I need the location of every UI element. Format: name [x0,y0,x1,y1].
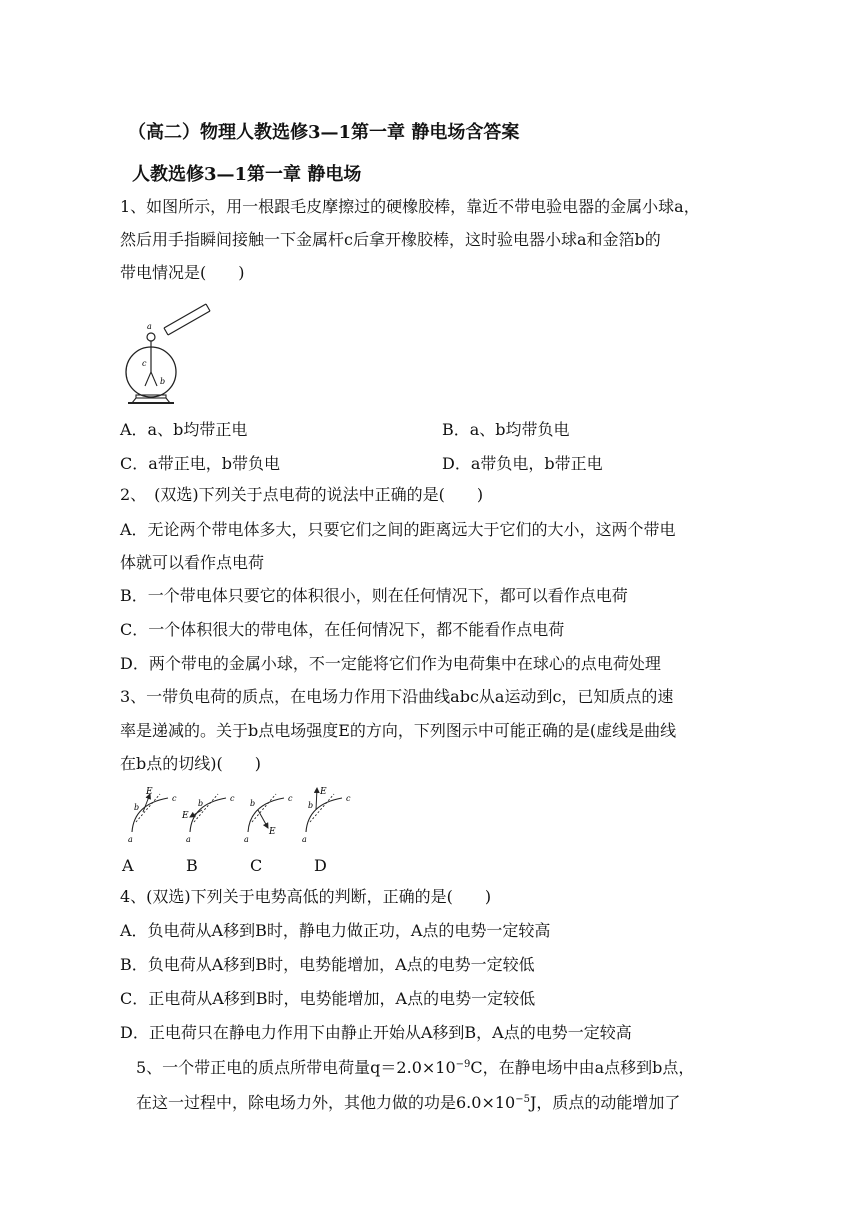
svg-text:b: b [308,801,314,810]
q4-option-a: A．负电荷从A移到B时，静电力做正功，A点的电势一定较高 [120,921,551,940]
q4-option-c: C．正电荷从A移到B时，电势能增加，A点的电势一定较低 [120,989,536,1008]
q3-stem-line2: 率是递减的。关于b点电场强度E的方向，下列图示中可能正确的是(虚线是曲线 [120,721,677,740]
q2-option-c: C．一个体积很大的带电体，在任何情况下，都不能看作点电荷 [120,620,565,639]
svg-text:a: a [302,835,307,844]
q3-option-c: C [250,856,263,875]
svg-text:c: c [230,794,235,803]
q1-option-c: C．a带正电，b带负电 [120,454,281,473]
svg-text:a: a [186,835,191,844]
section-title: 人教选修3—1第一章 静电场 [132,164,362,185]
q1-stem-line2: 然后用手指瞬间接触一下金属杆c后拿开橡胶棒，这时验电器小球a和金箔b的 [120,230,661,249]
svg-text:c: c [346,794,351,803]
q1-stem-line1: 1、如图所示，用一根跟毛皮摩擦过的硬橡胶棒，靠近不带电验电器的金属小球a， [120,197,700,216]
svg-text:a: a [244,835,249,844]
svg-text:c: c [288,794,293,803]
svg-text:a: a [128,835,133,844]
figure-b [181,794,235,844]
svg-text:E: E [182,811,189,821]
metal-ball-a [147,333,155,341]
q2-option-b: B．一个带电体只要它的体积很小，则在任何情况下，都可以看作点电荷 [120,586,628,605]
q3-option-a: A [122,856,134,875]
svg-text:b: b [250,799,256,808]
q1-option-a: A．a、b均带正电 [120,420,248,439]
q3-option-d: D [314,856,327,875]
figure-c [244,794,293,844]
q3-stem-line1: 3、一带负电荷的质点，在电场力作用下沿曲线abc从a运动到c，已知质点的速 [120,687,674,706]
q5-line1: 5、一个带正电的质点所带电荷量$q=2.0\times 10^{-9}C$，在静电场中由a点移到b点， [136,1058,695,1077]
label-c: c [142,359,147,368]
svg-text:E: E [146,787,153,797]
q1-option-b: B．a、b均带负电 [442,420,570,439]
figure-a [128,787,177,844]
svg-text:b: b [134,803,140,812]
svg-text:b: b [198,799,204,808]
svg-text:E: E [269,827,276,837]
q2-option-a-line1: A．无论两个带电体多大，只要它们之间的距离远大于它们的大小，这两个带电 [120,520,676,539]
q2-stem: 2、 (双选)下列关于点电荷的说法中正确的是( ) [120,485,484,504]
q2-option-d: D．两个带电的金属小球，不一定能将它们作为电荷集中在球心的点电荷处理 [120,654,661,673]
svg-text:E: E [320,787,327,797]
label-b: b [160,377,166,386]
q5-line2: 在这一过程中，除电场力外，其他力做的功是$6.0\times 10^{-5}J$，质点的动能增加了 [136,1093,681,1112]
q1-option-d: D．a带负电，b带正电 [442,454,603,473]
field-direction-figures [124,784,360,850]
q3-stem-line3: 在b点的切线)( ) [120,754,261,773]
rubber-rod [164,304,210,335]
q4-option-d: D．正电荷只在静电力作用下由静止开始从A移到B，A点的电势一定较高 [120,1023,632,1042]
q4-option-b: B．负电荷从A移到B时，电势能增加，A点的电势一定较低 [120,955,535,974]
electroscope-figure [118,296,218,408]
q4-stem: 4、(双选)下列关于电势高低的判断，正确的是( ) [120,887,492,906]
document-title: （高二）物理人教选修3—1第一章 静电场含答案 [128,122,520,143]
figure-d [302,787,351,844]
label-a: a [147,322,152,331]
svg-text:c: c [172,794,177,803]
q1-stem-line3: 带电情况是( ) [120,263,245,282]
q3-option-b: B [186,856,198,875]
q2-option-a-line2: 体就可以看作点电荷 [120,553,265,572]
